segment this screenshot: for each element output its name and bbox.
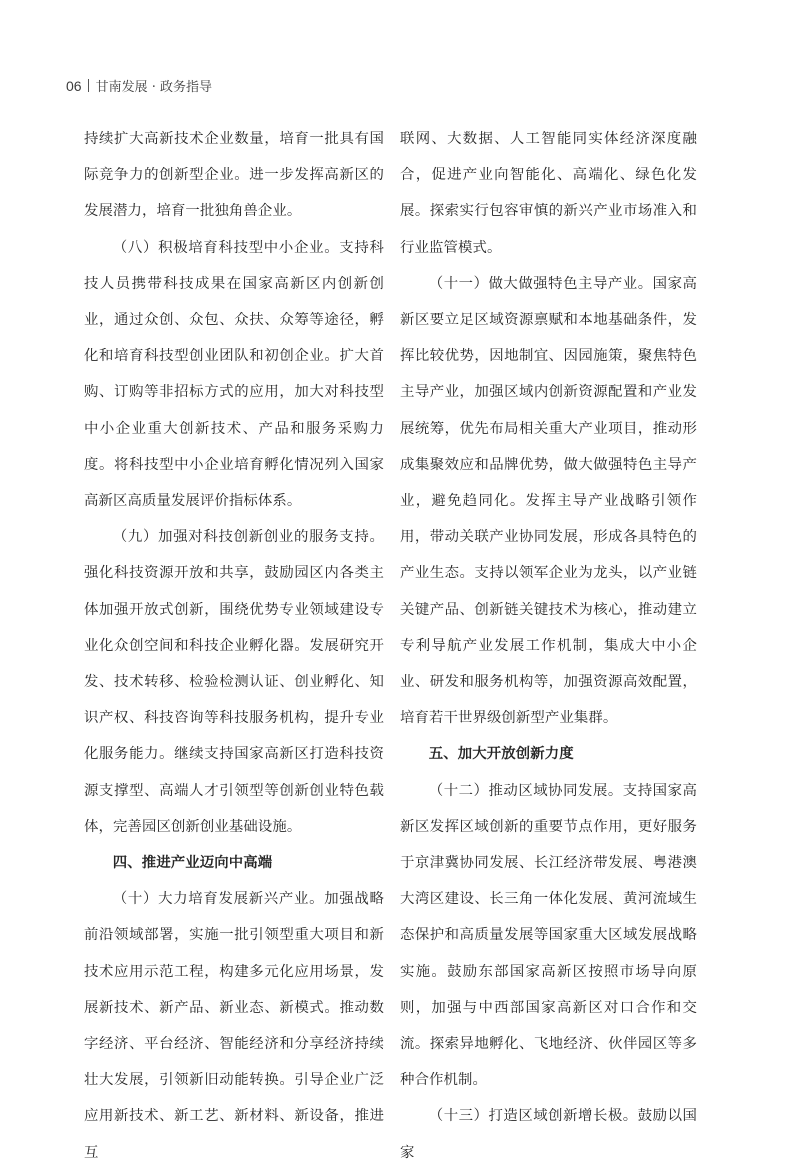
- paragraph: 持续扩大高新技术企业数量，培育一批具有国际竞争力的创新型企业。进一步发挥高新区的发展潜力，培育一批独角兽企业。: [84, 131, 384, 220]
- header-divider: [88, 79, 89, 92]
- paragraph: （八）积极培育科技型中小企业。支持科技人员携带科技成果在国家高新区内创新创业，通过众创、众包、众扶、众筹等途径，孵化和培育科技型创业团队和初创企业。扩大首购、订购等非招标方式的应用，加大对科技型中小企业重大创新技术、产品和服务采购力度。将科技型中小企业培育孵化情况列入国家高新区高质量发展评价指标体系。: [84, 239, 384, 510]
- section-heading: 五、加大开放创新力度: [428, 746, 574, 763]
- page-number: 06: [66, 77, 82, 94]
- left-column: [84, 121, 384, 1171]
- running-title: 甘南发展 · 政务指导: [95, 80, 212, 95]
- paragraph: （十三）打造区域创新增长极。鼓励以国家: [400, 1108, 697, 1161]
- section-heading: 四、推进产业迈向中高端: [112, 855, 273, 872]
- paragraph: （十二）推动区域协同发展。支持国家高新区发挥区域创新的重要节点作用，更好服务于京津冀协同发展、长江经济带发展、粤港澳大湾区建设、长三角一体化发展、黄河流域生态保护和高质量发展等国家重大区域发展战略实施。鼓励东部国家高新区按照市场导向原则，加强与中西部国家高新区对口合作和交流。探索异地孵化、飞地经济、伙伴园区等多种合作机制。: [400, 782, 697, 1089]
- running-header: [66, 76, 212, 95]
- paragraph: 联网、大数据、人工智能同实体经济深度融合，促进产业向智能化、高端化、绿色化发展。探索实行包容审慎的新兴产业市场准入和行业监管模式。: [400, 131, 697, 256]
- paragraph: （九）加强对科技创新创业的服务支持。强化科技资源开放和共享，鼓励园区内各类主体加强开放式创新，围绕优势专业领域建设专业化众创空间和科技企业孵化器。发展研究开发、技术转移、检验检测认证、创业孵化、知识产权、科技咨询等科技服务机构，提升专业化服务能力。继续支持国家高新区打造科技资源支撑型、高端人才引领型等创新创业特色载体，完善园区创新创业基础设施。: [84, 529, 384, 835]
- right-column: [400, 121, 697, 1171]
- paragraph: （十）大力培育发展新兴产业。加强战略前沿领域部署，实施一批引领型重大项目和新技术应用示范工程，构建多元化应用场景，发展新技术、新产品、新业态、新模式。推动数字经济、平台经济、智能经济和分享经济持续壮大发展，引领新旧动能转换。引导企业广泛应用新技术、新工艺、新材料、新设备，推进互: [84, 891, 384, 1161]
- paragraph: （十一）做大做强特色主导产业。国家高新区要立足区域资源禀赋和本地基础条件，发挥比较优势，因地制宜、因园施策，聚焦特色主导产业，加强区域内创新资源配置和产业发展统筹，优先布局相关重大产业项目，推动形成集聚效应和品牌优势，做大做强特色主导产业，避免趋同化。发挥主导产业战略引领作用，带动关联产业协同发展，形成各具特色的产业生态。支持以领军企业为龙头，以产业链关键产品、创新链关键技术为核心，推动建立专利导航产业发展工作机制，集成大中小企业、研发和服务机构等，加强资源高效配置，培育若干世界级创新型产业集群。: [400, 275, 697, 727]
